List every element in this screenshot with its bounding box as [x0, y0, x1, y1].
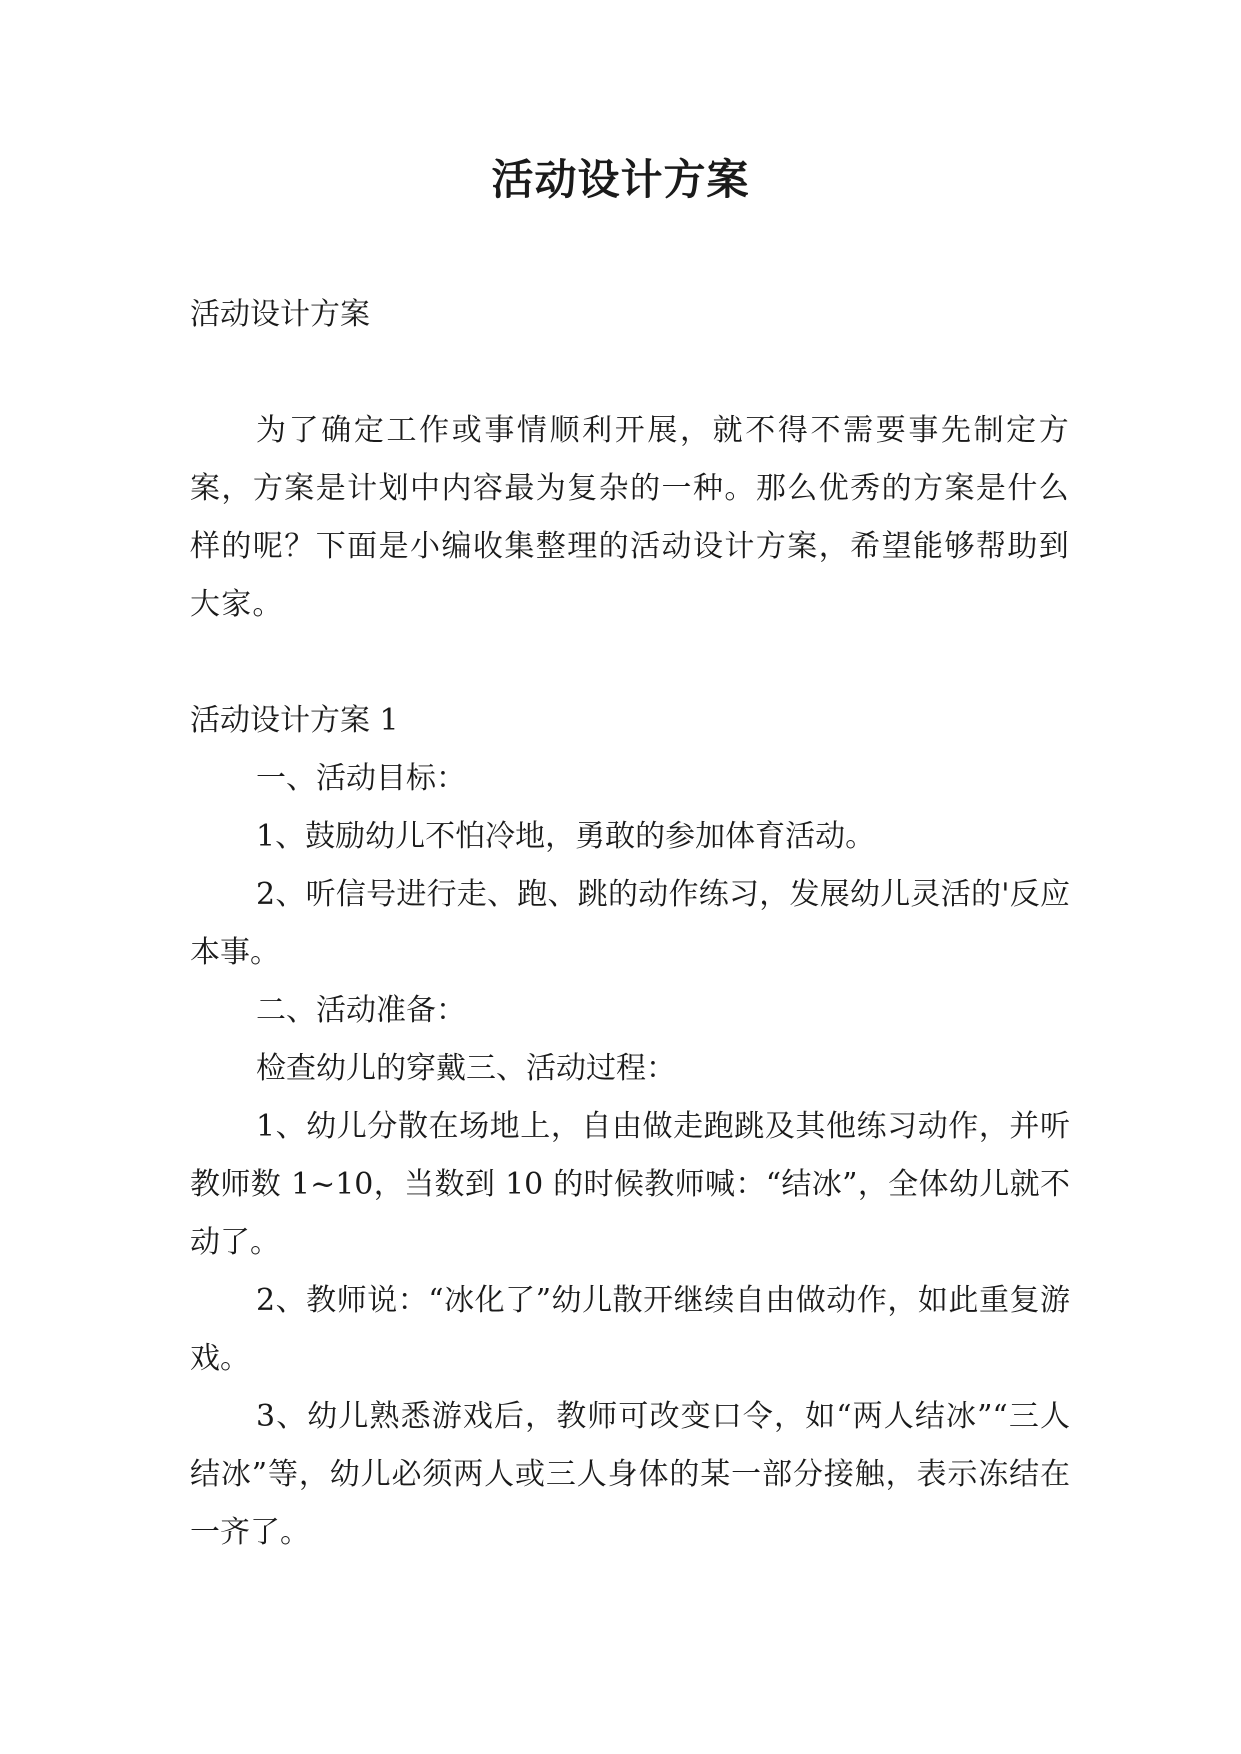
- goal-item-2: 2、听信号进行走、跑、跳的动作练习，发展幼儿灵活的'反应本事。: [190, 877, 1070, 970]
- goal-heading: 一、活动目标：: [256, 761, 466, 796]
- process-item-1: 1、幼儿分散在场地上，自由做走跑跳及其他练习动作，并听教师数 1~10，当数到 10 的时候教师喊：“结冰”，全体幼儿就不动了。: [190, 1109, 1070, 1260]
- document-body: [190, 286, 1070, 1562]
- section-heading: 活动设计方案 1: [190, 703, 399, 738]
- document-title: 活动设计方案: [491, 155, 750, 204]
- prep-text: 检查幼儿的穿戴三、活动过程：: [256, 1051, 676, 1086]
- process-item-2: 2、教师说：“冰化了”幼儿散开继续自由做动作，如此重复游戏。: [190, 1283, 1070, 1376]
- goal-item-1: 1、鼓励幼儿不怕冷地，勇敢的参加体育活动。: [256, 819, 876, 854]
- prep-heading: 二、活动准备：: [256, 993, 466, 1028]
- spacer: [190, 634, 1070, 692]
- process-item-3: 3、幼儿熟悉游戏后，教师可改变口令，如“两人结冰”“三人结冰”等，幼儿必须两人或三人身体的某一部分接触，表示冻结在一齐了。: [190, 1399, 1070, 1550]
- spacer: [190, 344, 1070, 402]
- intro-paragraph: 为了确定工作或事情顺利开展，就不得不需要事先制定方案，方案是计划中内容最为复杂的一种。那么优秀的方案是什么样的呢？下面是小编收集整理的活动设计方案，希望能够帮助到大家。: [190, 413, 1070, 622]
- document-subtitle: 活动设计方案: [190, 297, 370, 332]
